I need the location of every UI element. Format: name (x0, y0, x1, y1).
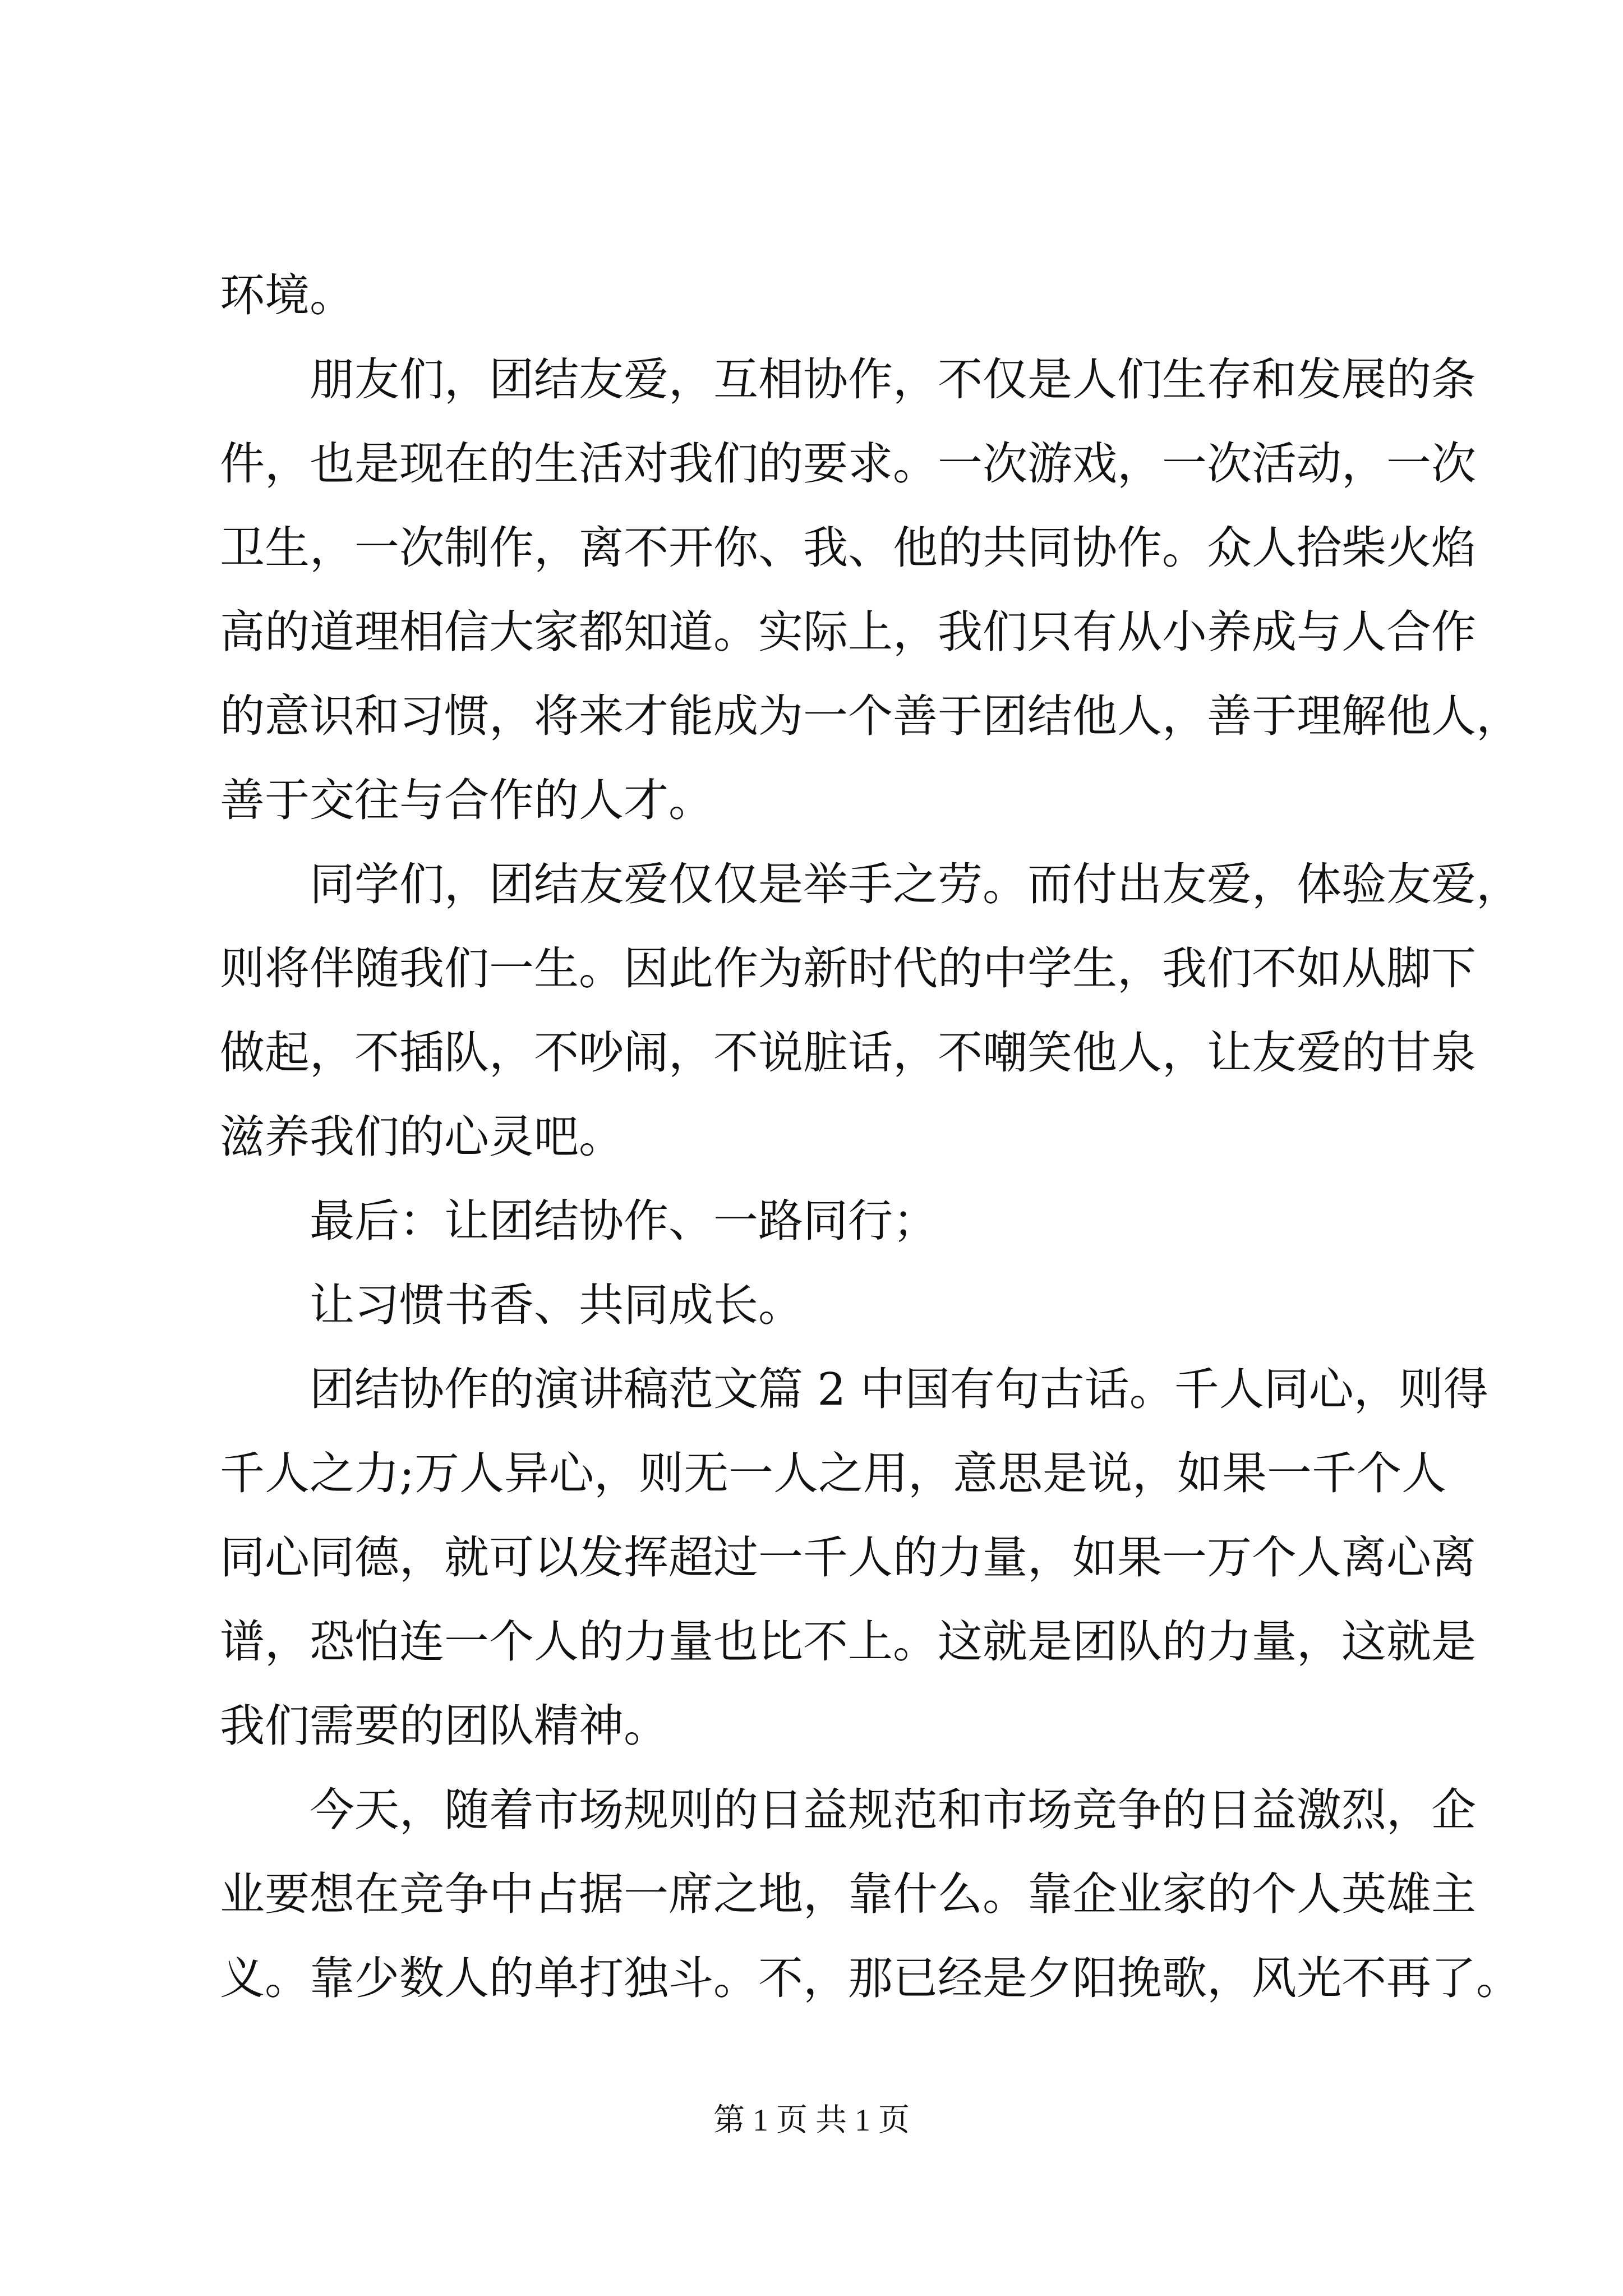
text-line: 同心同德，就可以发挥超过一千人的力量，如果一万个人离心离 (220, 1531, 1476, 1584)
text-line: 义。靠少数人的单打独斗。不，那已经是夕阳挽歌，风光不再了。 (220, 1952, 1521, 2004)
text-line: 则将伴随我们一生。因此作为新时代的中学生，我们不如从脚下 (220, 942, 1476, 995)
text-line: 业要想在竞争中占据一席之地，靠什么。靠企业家的个人英雄主 (220, 1868, 1476, 1920)
text-line: 高的道理相信大家都知道。实际上，我们只有从小养成与人合作 (220, 606, 1476, 658)
text-line: 卫生，一次制作，离不开你、我、他的共同协作。众人拾柴火焰 (220, 522, 1476, 574)
text-line: 朋友们，团结友爱，互相协作，不仅是人们生存和发展的条 (310, 353, 1476, 406)
text-line: 件，也是现在的生活对我们的要求。一次游戏，一次活动，一次 (220, 438, 1476, 490)
page-footer: 第 1 页 共 1 页 (713, 2103, 910, 2138)
text-line: 滋养我们的心灵吧。 (220, 1111, 624, 1163)
text-line: 谱，恐怕连一个人的力量也比不上。这就是团队的力量，这就是 (220, 1616, 1476, 1668)
text-line: 团结协作的演讲稿范文篇 2 中国有句古话。千人同心，则得 (310, 1363, 1488, 1415)
text-line: 今天，随着市场规则的日益规范和市场竞争的日益激烈，企 (310, 1784, 1476, 1836)
text-line: 让习惯书香、共同成长。 (310, 1279, 803, 1331)
text-line: 做起，不插队，不吵闹，不说脏话，不嘲笑他人，让友爱的甘泉 (220, 1027, 1476, 1079)
text-line: 善于交往与合作的人才。 (220, 774, 713, 826)
document-body (220, 254, 1521, 2021)
text-line: 最后：让团结协作、一路同行； (310, 1195, 938, 1247)
text-line: 的意识和习惯，将来才能成为一个善于团结他人，善于理解他人， (220, 690, 1521, 742)
text-line: 环境。 (220, 269, 354, 321)
text-line: 千人之力;万人异心，则无一人之用，意思是说，如果一千个人 (220, 1447, 1446, 1499)
text-line: 我们需要的团队精神。 (220, 1700, 668, 1752)
text-line: 同学们，团结友爱仅仅是举手之劳。而付出友爱，体验友爱， (310, 858, 1521, 910)
